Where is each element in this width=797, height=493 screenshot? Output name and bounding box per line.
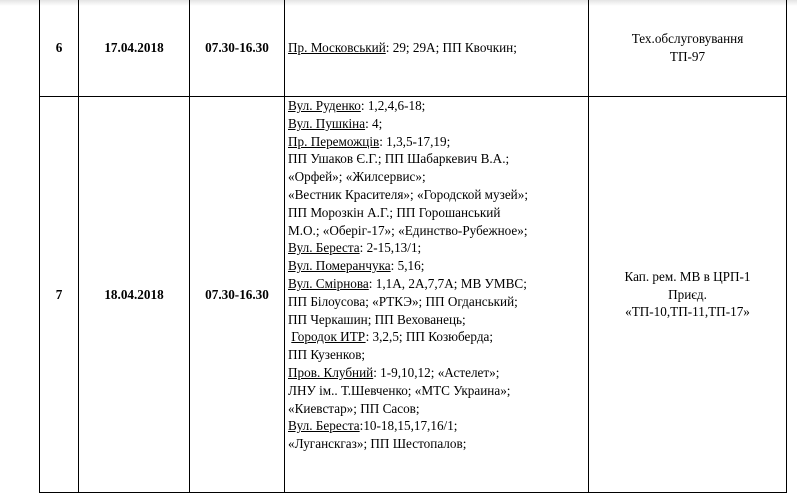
address-text: ПП Морозкін А.Г.; ПП Горошанський: [288, 204, 501, 220]
address-text: : 2-15,13/1;: [359, 240, 422, 256]
address-line: [288, 275, 588, 293]
address-text: «Киевстар»; ПП Сасов;: [288, 400, 420, 416]
street-name: Вул. Руденко: [288, 98, 361, 113]
address-text: : 1-9,10,12; «Астелет»;: [373, 364, 500, 380]
address-text: «Орфей»; «Жилсервис»;: [288, 169, 426, 185]
date-cell: 17.04.2018: [79, 0, 190, 97]
row-number: 7: [40, 97, 79, 493]
address-line: [288, 239, 588, 257]
street-name: Пр. Переможців: [288, 133, 380, 149]
time-cell: 07.30-16.30: [190, 97, 285, 493]
address-line: [288, 311, 588, 329]
street-name: Пров. Клубний: [288, 364, 374, 380]
time-cell: 07.30-16.30: [190, 0, 285, 97]
address-text: : 4;: [365, 115, 383, 131]
address-line: [288, 133, 588, 151]
address-line: [288, 115, 588, 133]
work-line: Приєд.: [668, 286, 707, 302]
address-line: [288, 222, 588, 240]
address-text: : 1,3,5-17,19;: [379, 133, 451, 149]
address-text: ПП Білоусова; «РТКЭ»; ПП Огданський;: [288, 293, 518, 309]
address-text: : 29; 29А; ПП Квочкин;: [385, 39, 517, 55]
street-name: Вул. Береста: [288, 240, 360, 256]
address-line: [288, 186, 588, 204]
address-line: [288, 168, 588, 186]
work-cell: [589, 97, 787, 493]
work-cell: [589, 0, 787, 97]
address-text: : 1,1А, 2А,7,7А; МВ УМВС;: [368, 275, 527, 291]
address-line: [288, 400, 588, 418]
address-cell: [285, 97, 589, 493]
outage-schedule-table: [39, 0, 787, 493]
address-line: [288, 435, 588, 453]
address-text: ПП Кузенков;: [288, 347, 366, 363]
table-row: [40, 97, 787, 493]
street-name: Вул. Береста: [288, 418, 360, 434]
address-text: : 1,2,4,6-18;: [360, 98, 426, 113]
work-line: Тех.обслуговування: [631, 30, 744, 46]
address-line: [288, 293, 588, 311]
work-line: «ТП-10,ТП-11,ТП-17»: [625, 304, 750, 320]
address-line: [288, 204, 588, 222]
address-text: : 5,16;: [390, 258, 425, 274]
address-line: [288, 417, 588, 435]
address-line: [288, 346, 588, 364]
address-line: [288, 39, 588, 57]
street-name: Пр. Московський: [288, 39, 386, 55]
street-name: Вул. Смірнова: [288, 275, 369, 291]
address-line: [288, 328, 588, 346]
address-text: : 3,2,5; ПП Козюберда;: [365, 329, 494, 345]
address-line: [288, 150, 588, 168]
date-cell: 18.04.2018: [79, 97, 190, 493]
street-name: Городок ИТР: [291, 329, 366, 345]
address-text: «Вестник Красителя»; «Городской музей»;: [288, 186, 529, 202]
address-line: [288, 257, 588, 275]
work-line: Кап. рем. МВ в ЦРП-1: [624, 268, 751, 284]
street-name: Вул. Пушкіна: [288, 115, 366, 131]
address-cell: [285, 0, 589, 97]
address-line: [288, 97, 588, 115]
work-line: ТП-97: [669, 48, 706, 64]
address-text: М.О.; «Оберіг-17»; «Единство-Рубежное»;: [288, 222, 528, 238]
table-row: [40, 0, 787, 97]
address-text: ПП Черкашин; ПП Вехованець;: [288, 311, 466, 327]
street-name: Вул. Померанчука: [288, 258, 391, 274]
address-text: «Луганскгаз»; ПП Шестопалов;: [288, 436, 467, 452]
address-text: ЛНУ ім.. Т.Шевченко; «МТС Украина»;: [288, 382, 511, 398]
address-text: :10-18,15,17,16/1;: [359, 418, 458, 434]
address-line: [288, 382, 588, 400]
address-text: ПП Ушаков Є.Г.; ПП Шабаркевич В.А.;: [288, 151, 510, 167]
row-number: 6: [40, 0, 79, 97]
address-line: [288, 364, 588, 382]
